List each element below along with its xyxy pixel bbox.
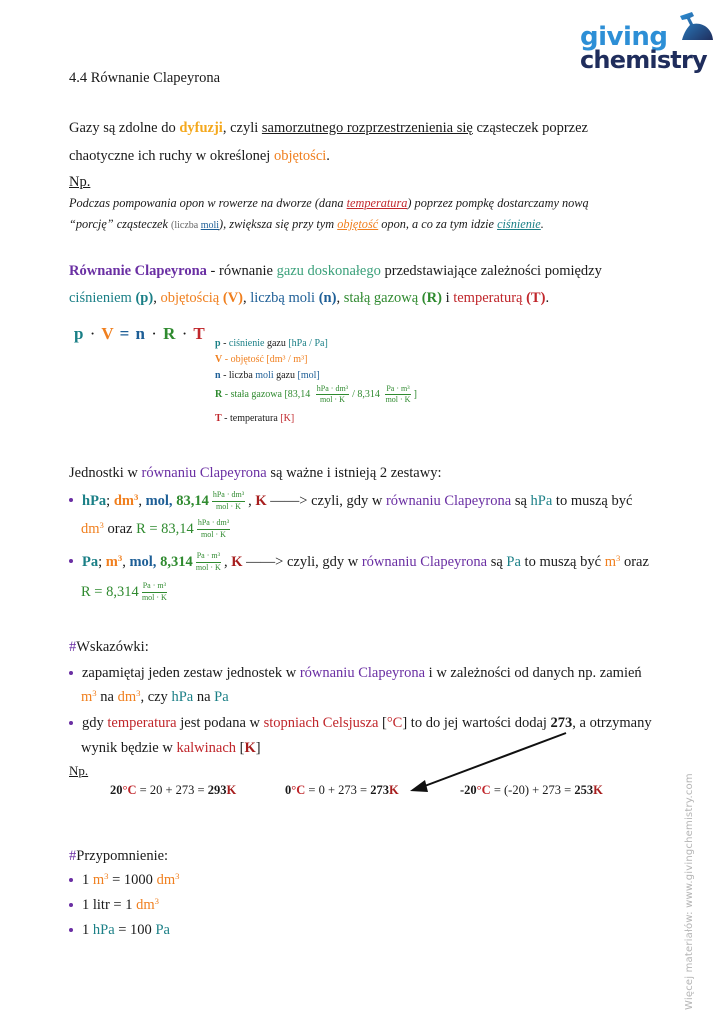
bullet-icon [69, 928, 73, 932]
text: , czyli [222, 120, 262, 136]
text: - [220, 338, 229, 349]
text: gazu [264, 338, 289, 349]
text: , [336, 290, 344, 306]
text: zapamiętaj jeden zestaw jednostek w [82, 665, 300, 681]
text: przedstawiające zależności pomiędzy [380, 263, 602, 279]
text: Jednostki w [69, 465, 142, 481]
legend-unit: [K] [280, 413, 295, 424]
unit-k: K [231, 553, 243, 570]
unit-celsius: °C [476, 783, 491, 797]
hash: # [69, 639, 77, 655]
text: 1 [82, 872, 93, 888]
term-gaz-doskonaly: gazu doskonałego [276, 263, 381, 279]
text: i [441, 290, 454, 306]
text: [ [236, 740, 245, 756]
text: jest podana w [176, 715, 264, 731]
unit-celsius: °C [291, 783, 306, 797]
text: , a otrzymany [572, 715, 652, 731]
unit-mol: mol, [129, 553, 157, 570]
text: m [92, 872, 105, 888]
term-objetosci: objętości [273, 148, 327, 164]
reminder-item-3 [69, 923, 170, 938]
term-dyfuzji: dyfuzji [179, 120, 223, 136]
unit-k: K [244, 740, 256, 756]
symbol-r: (R) [421, 290, 442, 306]
term-cisnienie: ciśnienie [497, 217, 541, 231]
text: , [138, 492, 146, 509]
text: oraz [103, 520, 137, 537]
text: gdy [82, 715, 108, 731]
text: “porcję” cząsteczek [69, 217, 171, 231]
text: Podczas pompowania opon w rowerze na dworze (dana [69, 196, 347, 210]
term-objetosc: objętością [160, 290, 220, 306]
logo-line-1: giving [580, 22, 668, 52]
unit-dm3: $dm^3$ [136, 896, 159, 913]
text: = (-20) + 273 = [490, 783, 575, 797]
text: ), zwiększa się przy tym [219, 217, 338, 231]
text: dm [156, 872, 176, 888]
legend-symbol: n [215, 370, 221, 381]
text: , [122, 553, 130, 570]
unit-pa: Pa [214, 689, 229, 705]
text: oraz [620, 553, 649, 570]
text: na [193, 689, 215, 705]
formula-v: V [101, 324, 114, 343]
legend-name: stała gazowa [83,14 [230, 388, 313, 400]
logo-line-2: chemistry [580, 46, 707, 74]
text: wynik będzie w [81, 740, 177, 756]
formula-r: R [163, 324, 176, 343]
text: są [511, 492, 531, 509]
legend-name: objętość [230, 354, 264, 365]
kelvin-value: 253 [574, 783, 594, 797]
legend-unit: [hPa / Pa] [288, 338, 328, 349]
text: / 8,314 [352, 388, 383, 400]
fraction-denominator: mol · K [201, 529, 226, 539]
reminder-item-2 [69, 898, 159, 913]
symbol-t: (T) [526, 290, 546, 306]
text: 1 [82, 922, 93, 938]
unit-dm3: $dm^3$ [113, 491, 139, 509]
text: cząsteczek poprzez [472, 120, 588, 136]
unit-m3: $m^3$ [92, 871, 109, 888]
unit-m3: $m^3$ [81, 688, 97, 705]
r-equation: R = 8,314 [81, 583, 139, 600]
kelvin-value: 273 [370, 783, 389, 797]
text: ; [106, 492, 114, 509]
unit-pa: Pa [506, 553, 521, 570]
unit-dm3: $dm^3$ [156, 871, 180, 888]
text: na [96, 689, 118, 705]
text: ; [98, 553, 106, 570]
legend-unit: [mol] [297, 370, 320, 381]
text: (liczba [171, 220, 201, 231]
text: są ważne i istnieją 2 zestawy: [266, 465, 442, 481]
text: - [222, 388, 231, 400]
unit-pa: Pa [82, 553, 99, 570]
text: dm [136, 897, 155, 913]
text: = 1000 [108, 872, 157, 888]
legend-symbol: R [215, 388, 223, 400]
fraction-numerator: Pa · m³ [196, 552, 221, 562]
unit-hpa: hPa [92, 922, 115, 938]
example-2-label: Np. [69, 763, 89, 778]
text: i w zależności od danych np. zamień [425, 665, 642, 681]
celsius-value: 0 [285, 783, 292, 797]
text: Przypomnienie: [76, 848, 169, 864]
text: ] [255, 740, 261, 756]
text: ——> czyli, gdy w [266, 492, 386, 509]
text: , [243, 290, 251, 306]
text: , [153, 290, 161, 306]
text: m [81, 689, 93, 705]
r-value: 8,314 [156, 553, 193, 570]
term-moli: moli [200, 220, 220, 231]
text: - [222, 354, 231, 365]
unit-k: K [593, 783, 603, 797]
text: dm [117, 689, 137, 705]
text: [ [378, 715, 387, 731]
text: = 100 [114, 922, 156, 938]
text: . [545, 290, 550, 306]
unit-pa: Pa [155, 922, 170, 938]
term-temperatura: temperatura [346, 196, 408, 210]
celsius-value: 20 [110, 783, 123, 797]
text: chaotyczne ich ruchy w określonej [69, 148, 274, 164]
text: są [487, 553, 507, 570]
fraction-numerator: Pa · m³ [385, 385, 410, 395]
term-kelwiny: kalwinach [176, 740, 237, 756]
text: to muszą być [520, 553, 605, 570]
formula-dot: · [89, 324, 96, 343]
r-value: 83,14 [172, 492, 209, 509]
term-objetosc: objętość [337, 217, 379, 231]
legend-unit: [dm³ / m³] [266, 354, 308, 365]
celsius-value: -20 [460, 783, 477, 797]
text: - liczba [220, 370, 256, 381]
text: , [223, 553, 232, 570]
reminder-item-1 [69, 873, 179, 888]
legend-symbol: p [215, 338, 221, 349]
term-rownanie-clapeyrona: Równanie Clapeyrona [69, 263, 207, 279]
value-273: 273 [550, 715, 573, 731]
unit-celsius: °C [386, 715, 403, 731]
term-stopnie-celsjusza: stopniach Celsjusza [263, 715, 379, 731]
side-website-note: Więcej materiałów: www.givingchemistry.com [684, 773, 695, 1010]
text: ] [413, 388, 417, 400]
term-rownanie-clapeyrona: równaniu Clapeyrona [299, 665, 426, 681]
text: . [540, 217, 544, 231]
fraction-denominator: mol · K [319, 395, 345, 405]
text: , [248, 492, 256, 509]
unit-hpa: hPa [82, 492, 107, 509]
term-temperatura: temperatura [107, 715, 177, 731]
unit-hpa: hPa [530, 492, 553, 509]
fraction-denominator: mol · K [195, 562, 221, 572]
legend-symbol: T [215, 413, 222, 424]
unit-m3: $m^3$ [604, 552, 621, 570]
legend-name: ciśnienie [228, 338, 265, 349]
text: Wskazówki: [76, 639, 149, 655]
term-rownanie-clapeyrona: równaniu Clapeyrona [361, 553, 488, 570]
text: 1 litr = 1 [82, 897, 137, 913]
text: opon, a co za tym idzie [378, 217, 498, 231]
text: m [105, 553, 118, 570]
example-label: Np. [69, 174, 91, 190]
term-temperatura: temperaturą [453, 290, 523, 306]
formula-dot: · [151, 324, 157, 343]
formula-t: T [193, 324, 205, 343]
term-stala-gazowa: stałą gazową [343, 290, 419, 306]
bullet-icon [69, 878, 73, 882]
formula-n: n [135, 324, 145, 343]
text: to muszą być [552, 492, 633, 509]
legend-name: moli [255, 370, 274, 381]
text: = 20 + 273 = [136, 783, 208, 797]
underlined-definition: samorzutnego rozprzestrzenienia się [261, 120, 473, 136]
unit-k: K [388, 783, 399, 797]
fraction-denominator: mol · K [216, 501, 241, 511]
unit-m3: $m^3$ [105, 552, 123, 570]
term-liczba-moli: liczbą moli [250, 290, 316, 306]
text: m [604, 553, 616, 570]
kelvin-value: 293 [207, 783, 227, 797]
unit-mol: mol, [145, 492, 173, 509]
text: dm [81, 520, 100, 537]
legend-symbol: V [215, 354, 223, 365]
formula-p: p [74, 324, 84, 343]
hash: # [69, 848, 77, 864]
text: ) poprzez pompkę dostarczamy nową [407, 196, 589, 210]
text: . [326, 148, 330, 164]
unit-hpa: hPa [171, 689, 194, 705]
text: ——> czyli, gdy w [242, 553, 362, 570]
symbol-n: (n) [318, 290, 337, 306]
term-cisnienie: ciśnieniem [69, 290, 132, 306]
section-title: 4.4 Równanie Clapeyrona [69, 70, 221, 86]
term-rownanie-clapeyrona: równaniu Clapeyrona [141, 465, 267, 481]
unit-dm3: $dm^3$ [117, 688, 141, 705]
fraction-numerator: hPa · dm³ [197, 519, 230, 529]
reminder-heading [69, 849, 168, 864]
text: - temperatura [221, 413, 281, 424]
fraction-numerator: hPa · dm³ [212, 491, 245, 501]
text: dm [113, 492, 134, 509]
fraction-numerator: hPa · dm³ [316, 385, 349, 395]
text: ] to do jej wartości dodaj [402, 715, 551, 731]
unit-k: K [226, 783, 237, 797]
text: = 0 + 273 = [305, 783, 371, 797]
unit-celsius: °C [122, 783, 137, 797]
r-equation: R = 83,14 [136, 520, 194, 537]
formula-equals: = [119, 324, 130, 343]
text: gazu [273, 370, 298, 381]
fraction-numerator: Pa · m³ [142, 582, 167, 592]
fraction-denominator: mol · K [141, 592, 167, 602]
bullet-icon [69, 903, 73, 907]
symbol-p: (p) [135, 290, 154, 306]
text: - równanie [206, 263, 277, 279]
symbol-v: (V) [222, 290, 243, 306]
text: Gazy są zdolne do [69, 120, 180, 136]
unit-k: K [255, 492, 267, 509]
term-rownanie-clapeyrona: równaniu Clapeyrona [385, 492, 512, 509]
text: , czy [140, 689, 172, 705]
unit-dm3: $dm^3$ [81, 519, 104, 537]
formula-dot: · [181, 324, 188, 343]
fraction-denominator: mol · K [385, 395, 411, 405]
